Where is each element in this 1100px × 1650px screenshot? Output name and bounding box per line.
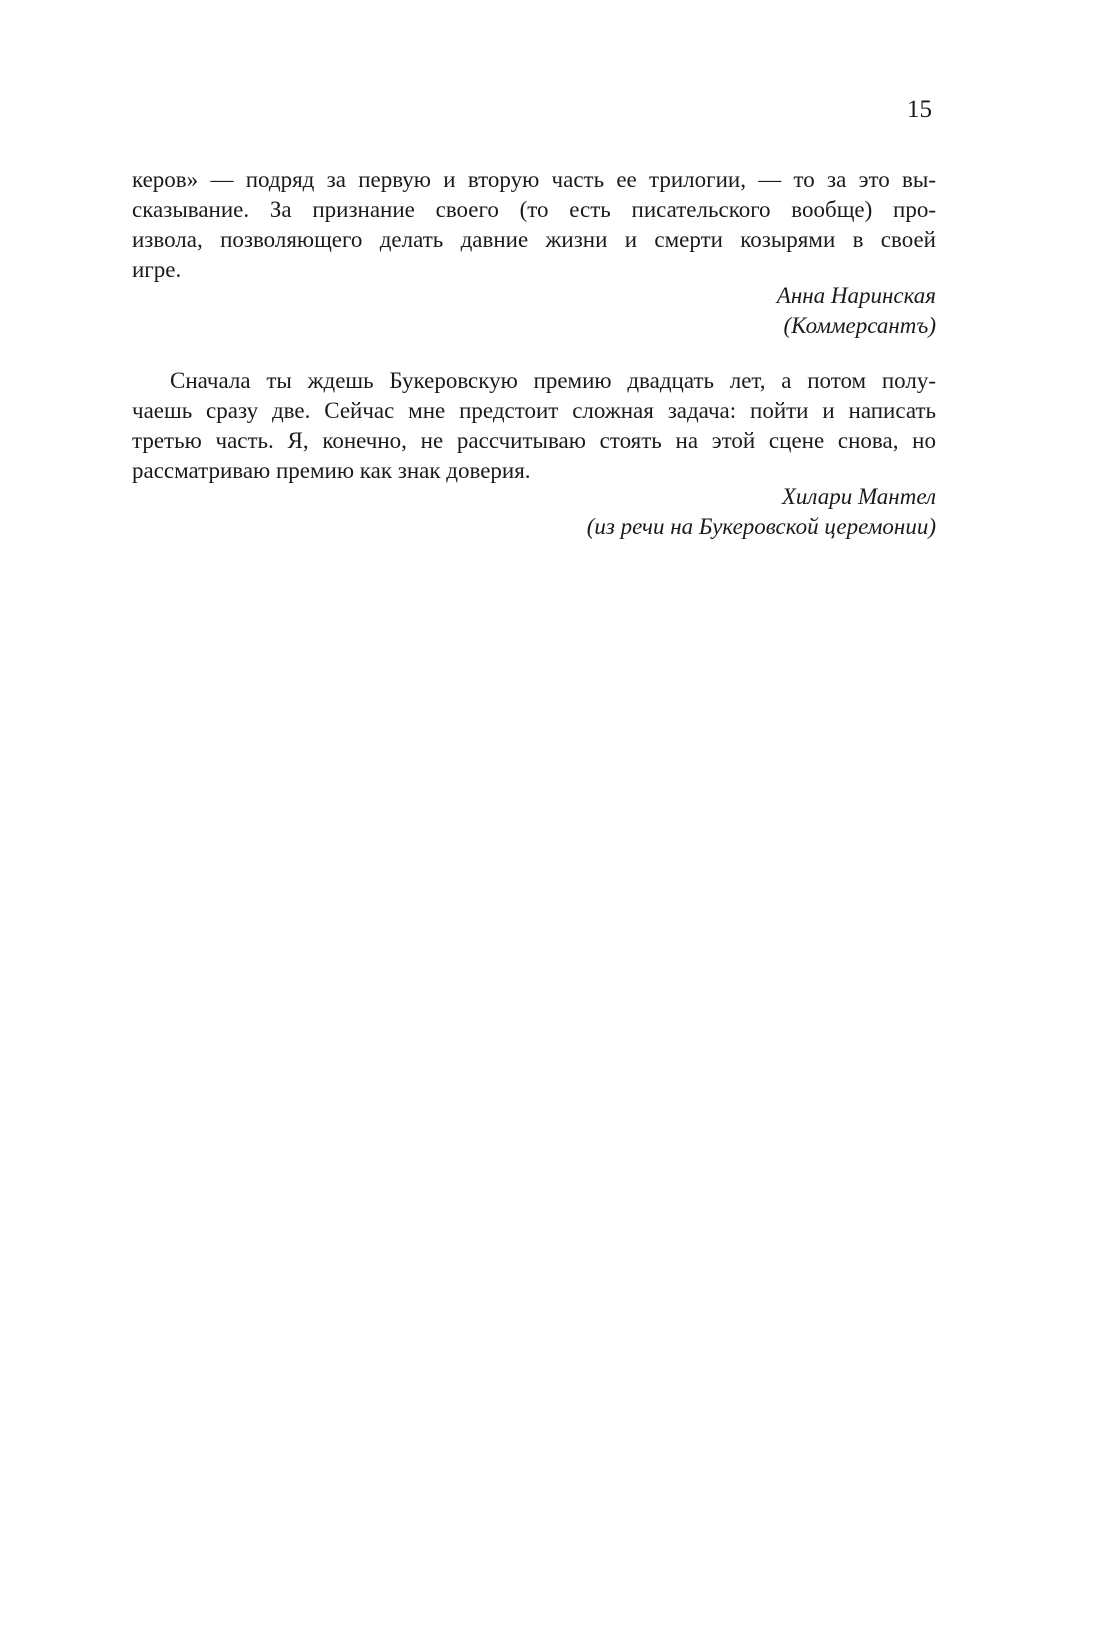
quote-line: рассматриваю премию как знак доверия. [132, 458, 531, 483]
quote-line: извола, позволяющего делать давние жизни и смерти козырями в своей [132, 227, 936, 252]
attribution-source: (Коммерсантъ) [783, 313, 936, 338]
attribution-name: Хилари Мантел [781, 484, 936, 509]
attribution-source: (из речи на Букеровской церемонии) [586, 514, 936, 539]
attribution-name: Анна Наринская [776, 283, 936, 308]
quote-line: керов» — подряд за первую и вторую часть ее трилогии, — то за это вы- [132, 167, 936, 192]
quote-line: Сначала ты ждешь Букеровскую премию двадцать лет, а потом полу- [170, 368, 936, 393]
quote-line: чаешь сразу две. Сейчас мне предстоит сложная задача: пойти и написать [132, 398, 936, 423]
quote-line: третью часть. Я, конечно, не рассчитываю стоять на этой сцене снова, но [132, 428, 936, 453]
quote-block-narinskaya [132, 165, 936, 341]
quote-line: игре. [132, 257, 182, 282]
quote-block-mantel [132, 366, 936, 542]
quote-line: сказывание. За признание своего (то есть писательского вообще) про- [132, 197, 936, 222]
page-number: 15 [907, 96, 932, 123]
